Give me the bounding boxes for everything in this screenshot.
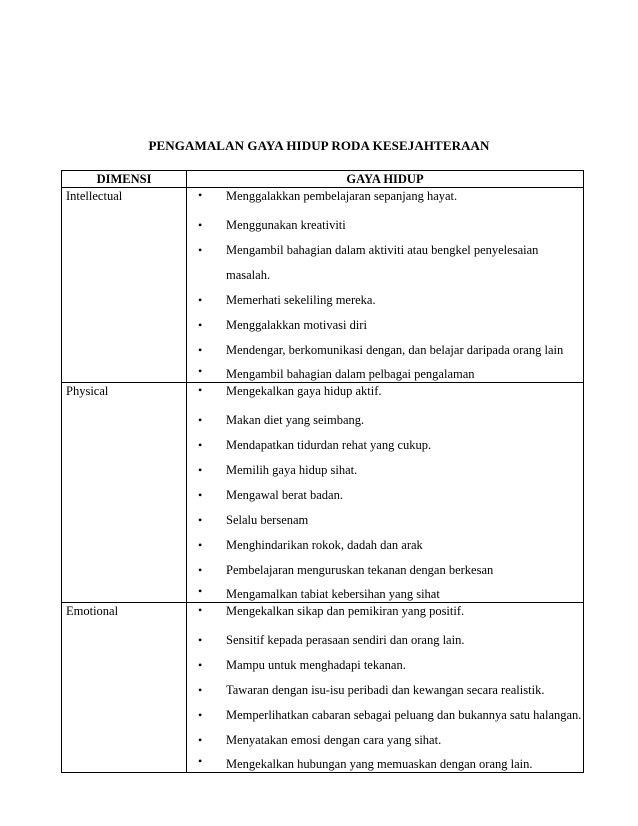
bullet-icon: •	[198, 188, 203, 202]
dimension-cell: Physical	[62, 383, 187, 603]
bullet-icon: •	[198, 513, 203, 527]
list-item	[198, 483, 583, 508]
list-item-text: Menghindarikan rokok, dadah dan arak	[226, 538, 423, 552]
list-item-text: Menggunakan kreativiti	[226, 218, 346, 232]
bullet-icon: •	[198, 633, 203, 647]
bullet-icon: •	[198, 683, 203, 697]
lifestyle-cell	[187, 188, 584, 383]
list-item-text: Mengambil bahagian dalam aktiviti atau bengkel penyelesaian masalah.	[226, 243, 539, 282]
wellness-table-container	[61, 170, 583, 773]
list-item	[198, 583, 583, 602]
list-item-text: Sensitif kepada perasaan sendiri dan orang lain.	[226, 633, 465, 647]
list-item-text: Mengawal berat badan.	[226, 488, 343, 502]
header-dimensi: DIMENSI	[62, 171, 187, 188]
bullet-icon: •	[198, 438, 203, 452]
bullet-icon: •	[198, 343, 203, 357]
dimension-cell: Intellectual	[62, 188, 187, 383]
dimension-cell: Emotional	[62, 603, 187, 773]
bullet-icon: •	[198, 754, 203, 768]
lifestyle-cell	[187, 383, 584, 603]
bullet-icon: •	[198, 218, 203, 232]
bullet-icon: •	[198, 293, 203, 307]
list-item	[198, 728, 583, 753]
list-item-text: Mengamalkan tabiat kebersihan yang sihat	[226, 587, 440, 601]
bullet-icon: •	[198, 318, 203, 332]
list-item	[198, 408, 583, 433]
list-item	[198, 313, 583, 338]
table-body	[62, 188, 584, 773]
list-item-text: Mampu untuk menghadapi tekanan.	[226, 658, 406, 672]
list-item-text: Memperlihatkan cabaran sebagai peluang dan bukannya satu halangan.	[226, 708, 582, 722]
list-item-text: Memilih gaya hidup sihat.	[226, 463, 358, 477]
list-item-text: Mengekalkan hubungan yang memuaskan dengan orang lain.	[226, 757, 533, 771]
list-item-text: Pembelajaran menguruskan tekanan dengan berkesan	[226, 563, 494, 577]
bullet-icon: •	[198, 603, 203, 617]
list-item	[198, 533, 583, 558]
list-item	[198, 653, 583, 678]
table-row	[62, 603, 584, 773]
list-item-text: Selalu bersenam	[226, 513, 309, 527]
bullet-icon: •	[198, 488, 203, 502]
lifestyle-list	[187, 603, 583, 772]
table-row	[62, 383, 584, 603]
wellness-table	[61, 170, 584, 773]
list-item-text: Mendapatkan tidurdan rehat yang cukup.	[226, 438, 432, 452]
list-item	[198, 363, 583, 382]
list-item	[198, 238, 583, 288]
list-item	[198, 338, 583, 363]
list-item-text: Mengekalkan sikap dan pemikiran yang positif.	[226, 604, 465, 618]
list-item	[198, 753, 583, 772]
bullet-icon: •	[198, 584, 203, 598]
bullet-icon: •	[198, 463, 203, 477]
header-gaya-hidup: GAYA HIDUP	[187, 171, 584, 188]
list-item	[198, 558, 583, 583]
table-row	[62, 188, 584, 383]
bullet-icon: •	[198, 413, 203, 427]
lifestyle-list	[187, 383, 583, 602]
list-item	[198, 628, 583, 653]
list-item-text: Memerhati sekeliling mereka.	[226, 293, 376, 307]
list-item	[198, 188, 583, 213]
bullet-icon: •	[198, 658, 203, 672]
list-item	[198, 603, 583, 628]
list-item	[198, 288, 583, 313]
list-item-text: Makan diet yang seimbang.	[226, 413, 365, 427]
lifestyle-cell	[187, 603, 584, 773]
lifestyle-list	[187, 188, 583, 382]
bullet-icon: •	[198, 563, 203, 577]
list-item-text: Menggalakkan pembelajaran sepanjang hayat.	[226, 189, 458, 203]
bullet-icon: •	[198, 383, 203, 397]
bullet-icon: •	[198, 243, 203, 257]
list-item	[198, 678, 583, 703]
list-item-text: Menyatakan emosi dengan cara yang sihat.	[226, 733, 442, 747]
list-item-text: Mendengar, berkomunikasi dengan, dan belajar daripada orang lain	[226, 343, 564, 357]
bullet-icon: •	[198, 538, 203, 552]
list-item-text: Mengekalkan gaya hidup aktif.	[226, 384, 382, 398]
list-item-text: Menggalakkan motivasi diri	[226, 318, 367, 332]
list-item	[198, 508, 583, 533]
list-item	[198, 213, 583, 238]
list-item-text: Mengambil bahagian dalam pelbagai pengalaman	[226, 367, 475, 381]
bullet-icon: •	[198, 364, 203, 378]
list-item	[198, 433, 583, 458]
table-header-row	[62, 171, 584, 188]
bullet-icon: •	[198, 708, 203, 722]
list-item	[198, 703, 583, 728]
list-item	[198, 383, 583, 408]
bullet-icon: •	[198, 733, 203, 747]
list-item	[198, 458, 583, 483]
document-title: PENGAMALAN GAYA HIDUP RODA KESEJAHTERAAN	[148, 138, 490, 153]
list-item-text: Tawaran dengan isu-isu peribadi dan kewangan secara realistik.	[226, 683, 545, 697]
